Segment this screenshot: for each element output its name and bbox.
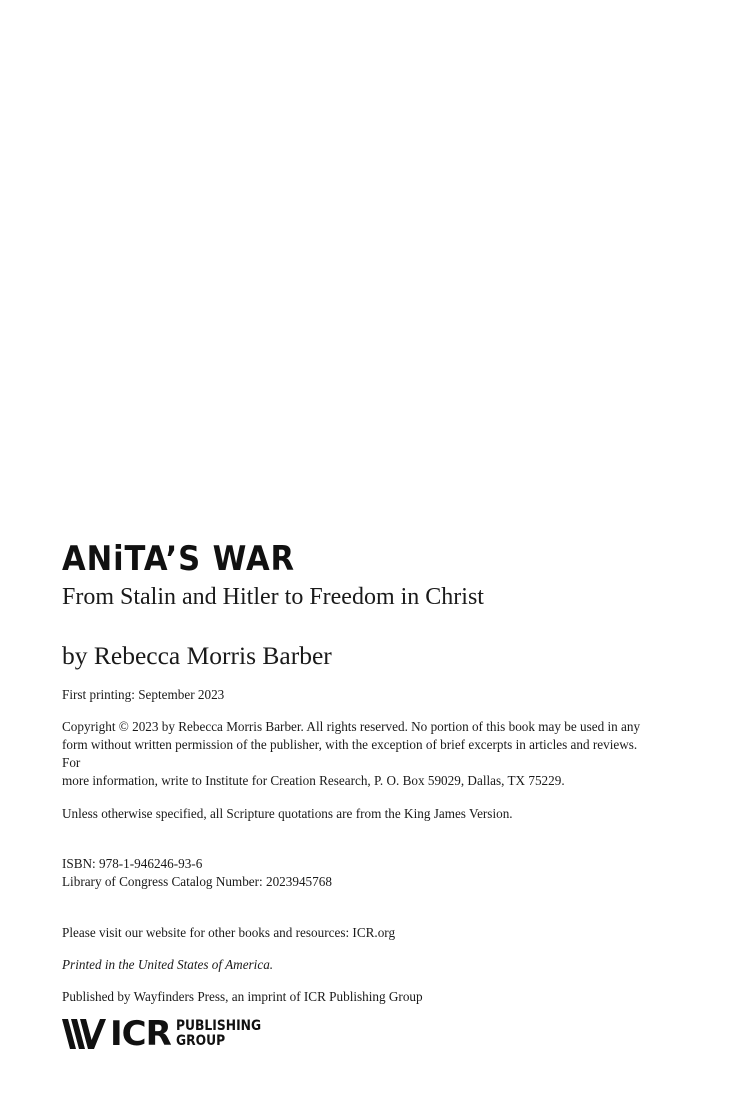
isbn: ISBN: 978-1-946246-93-6 bbox=[62, 856, 203, 871]
copyright-notice bbox=[62, 718, 652, 790]
logo-wordmark bbox=[176, 1019, 261, 1049]
catalog-info bbox=[62, 855, 662, 891]
lccn: Library of Congress Catalog Number: 2023945768 bbox=[62, 874, 332, 889]
copyright-line: form without written permission of the publisher, with the exception of brief excerpts in articles and reviews. For bbox=[62, 737, 638, 770]
printed-in: Printed in the United States of America. bbox=[62, 957, 274, 972]
publisher-logo bbox=[62, 1016, 662, 1052]
icr-chevron-mark-icon bbox=[62, 1019, 106, 1049]
published-by: Published by Wayfinders Press, an imprint of ICR Publishing Group bbox=[62, 989, 423, 1004]
logo-icr-text: ICR bbox=[110, 1014, 171, 1054]
scripture-note: Unless otherwise specified, all Scripture quotations are from the King James Version. bbox=[62, 806, 513, 821]
logo-line-publishing: PUBLISHING bbox=[175, 1018, 261, 1034]
copyright-line: Copyright © 2023 by Rebecca Morris Barber. All rights reserved. No portion of this book may be used in any bbox=[62, 719, 641, 734]
copyright-page bbox=[62, 538, 662, 1052]
book-subtitle: From Stalin and Hitler to Freedom in Christ bbox=[62, 584, 484, 610]
logo-line-group: GROUP bbox=[175, 1033, 225, 1049]
book-title: ANiTA’S WAR bbox=[62, 539, 296, 579]
author-line: by Rebecca Morris Barber bbox=[62, 641, 332, 670]
copyright-line: more information, write to Institute for Creation Research, P. O. Box 59029, Dallas, TX 75229. bbox=[62, 773, 565, 788]
website-note: Please visit our website for other books and resources: ICR.org bbox=[62, 925, 396, 940]
first-printing: First printing: September 2023 bbox=[62, 687, 225, 702]
